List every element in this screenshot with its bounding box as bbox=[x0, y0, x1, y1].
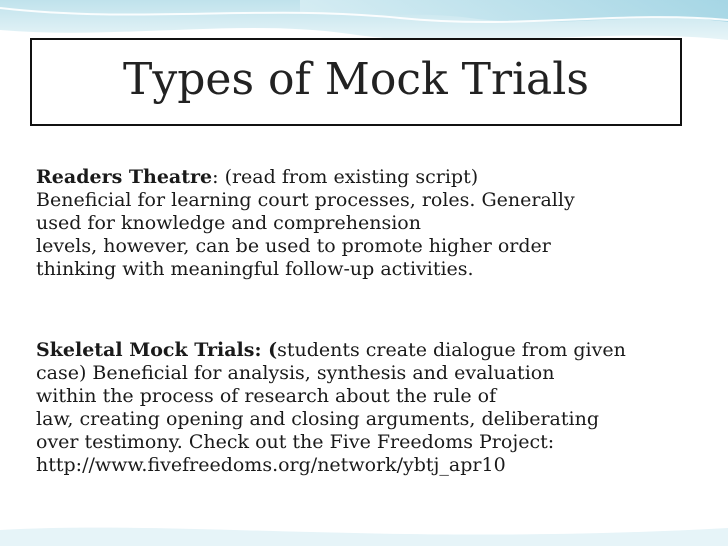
readers-line-3: levels, however, can be used to promote higher order bbox=[36, 235, 551, 257]
slide-content bbox=[36, 166, 686, 477]
five-freedoms-link[interactable]: http://www.fivefreedoms.org/network/ybtj_apr10 bbox=[36, 454, 506, 476]
readers-theatre-heading: Readers Theatre bbox=[36, 166, 213, 188]
skeletal-line-1: case) Beneficial for analysis, synthesis and evaluation bbox=[36, 362, 555, 384]
skeletal-heading: Skeletal Mock Trials: ( bbox=[36, 339, 278, 361]
paragraph-spacer bbox=[36, 281, 686, 339]
skeletal-note: students create dialogue from given bbox=[277, 339, 626, 361]
skeletal-line-2: within the process of research about the rule of bbox=[36, 385, 497, 407]
readers-theatre-note: : (read from existing script) bbox=[212, 166, 479, 188]
slide-title: Types of Mock Trials bbox=[123, 54, 589, 105]
title-box bbox=[30, 38, 682, 126]
readers-line-2: used for knowledge and comprehension bbox=[36, 212, 421, 234]
skeletal-line-3: law, creating opening and closing arguments, deliberating bbox=[36, 408, 599, 430]
readers-line-4: thinking with meaningful follow-up activities. bbox=[36, 258, 474, 280]
skeletal-line-4: over testimony. Check out the Five Freedoms Project: bbox=[36, 431, 555, 453]
readers-theatre-paragraph bbox=[36, 166, 686, 281]
skeletal-mock-trials-paragraph bbox=[36, 339, 686, 477]
readers-line-1: Beneficial for learning court processes, roles. Generally bbox=[36, 189, 575, 211]
